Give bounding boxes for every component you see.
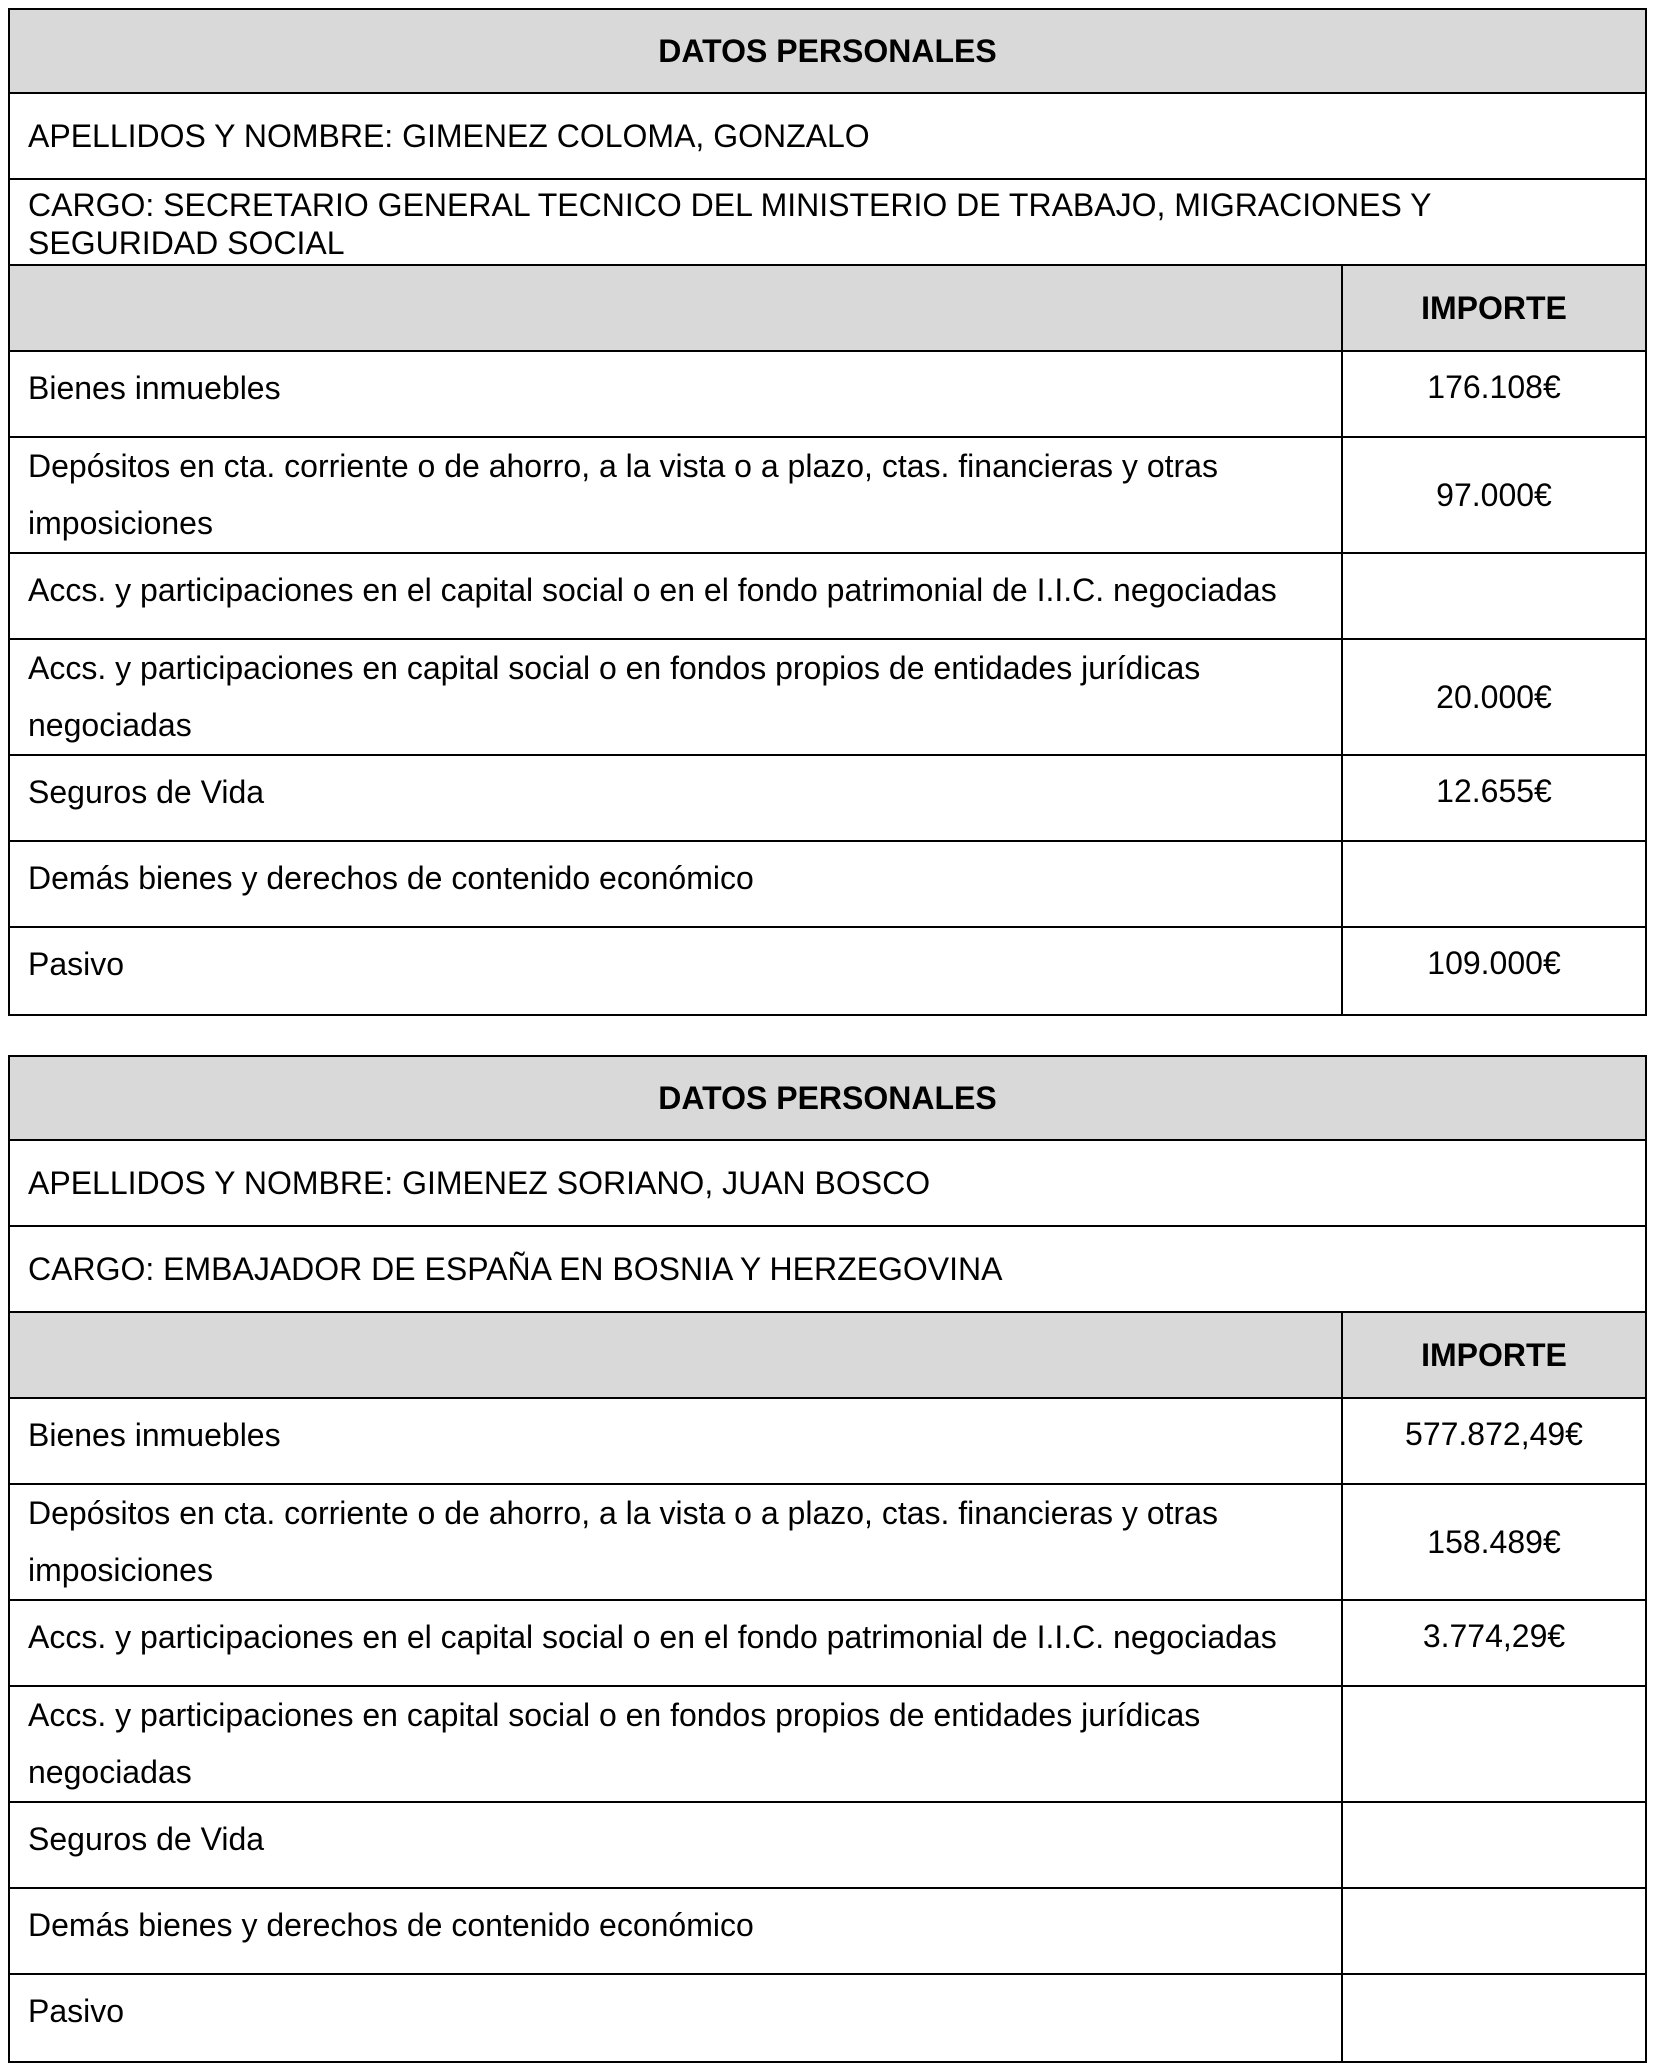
asset-label: Pasivo xyxy=(10,928,1343,1014)
asset-value: 176.108€ xyxy=(1343,352,1645,438)
cargo-line: CARGO: EMBAJADOR DE ESPAÑA EN BOSNIA Y HERZEGOVINA xyxy=(10,1227,1645,1313)
asset-label: Accs. y participaciones en capital social o en fondos propios de entidades jurídicas negociadas xyxy=(10,1687,1343,1803)
name-line: APELLIDOS Y NOMBRE: GIMENEZ SORIANO, JUAN BOSCO xyxy=(10,1141,1645,1227)
section-header: DATOS PERSONALES xyxy=(10,1057,1645,1141)
name-line: APELLIDOS Y NOMBRE: GIMENEZ COLOMA, GONZALO xyxy=(10,94,1645,180)
asset-label: Accs. y participaciones en el capital social o en el fondo patrimonial de I.I.C. negociadas xyxy=(10,554,1343,640)
asset-label: Pasivo xyxy=(10,1975,1343,2061)
asset-declaration-table xyxy=(8,1055,1647,2063)
asset-label: Demás bienes y derechos de contenido económico xyxy=(10,1889,1343,1975)
asset-label: Depósitos en cta. corriente o de ahorro, a la vista o a plazo, ctas. financieras y otras imposiciones xyxy=(10,438,1343,554)
asset-declaration-table xyxy=(8,8,1647,1016)
asset-grid xyxy=(10,266,1645,1014)
asset-grid xyxy=(10,1313,1645,2061)
asset-label: Depósitos en cta. corriente o de ahorro, a la vista o a plazo, ctas. financieras y otras imposiciones xyxy=(10,1485,1343,1601)
asset-value xyxy=(1343,1975,1645,2061)
concept-header-cell xyxy=(10,1313,1343,1399)
cargo-line: CARGO: SECRETARIO GENERAL TECNICO DEL MINISTERIO DE TRABAJO, MIGRACIONES Y SEGURIDAD SOCIAL xyxy=(10,180,1645,266)
asset-value xyxy=(1343,1803,1645,1889)
asset-label: Seguros de Vida xyxy=(10,756,1343,842)
asset-label: Accs. y participaciones en el capital social o en el fondo patrimonial de I.I.C. negociadas xyxy=(10,1601,1343,1687)
asset-label: Bienes inmuebles xyxy=(10,352,1343,438)
asset-value xyxy=(1343,554,1645,640)
importe-header: IMPORTE xyxy=(1343,1313,1645,1399)
asset-label: Bienes inmuebles xyxy=(10,1399,1343,1485)
asset-value: 3.774,29€ xyxy=(1343,1601,1645,1687)
section-header: DATOS PERSONALES xyxy=(10,10,1645,94)
importe-header: IMPORTE xyxy=(1343,266,1645,352)
asset-value: 158.489€ xyxy=(1343,1485,1645,1601)
asset-label: Seguros de Vida xyxy=(10,1803,1343,1889)
asset-value: 109.000€ xyxy=(1427,945,1561,981)
asset-value xyxy=(1343,842,1645,928)
asset-value: 12.655€ xyxy=(1343,756,1645,842)
asset-value: 577.872,49€ xyxy=(1343,1399,1645,1485)
asset-value: 20.000€ xyxy=(1343,640,1645,756)
asset-label: Accs. y participaciones en capital social o en fondos propios de entidades jurídicas negociadas xyxy=(10,640,1343,756)
asset-value xyxy=(1343,1687,1645,1803)
concept-header-cell xyxy=(10,266,1343,352)
asset-label: Demás bienes y derechos de contenido económico xyxy=(10,842,1343,928)
asset-value xyxy=(1343,1889,1645,1975)
asset-value: 97.000€ xyxy=(1343,438,1645,554)
